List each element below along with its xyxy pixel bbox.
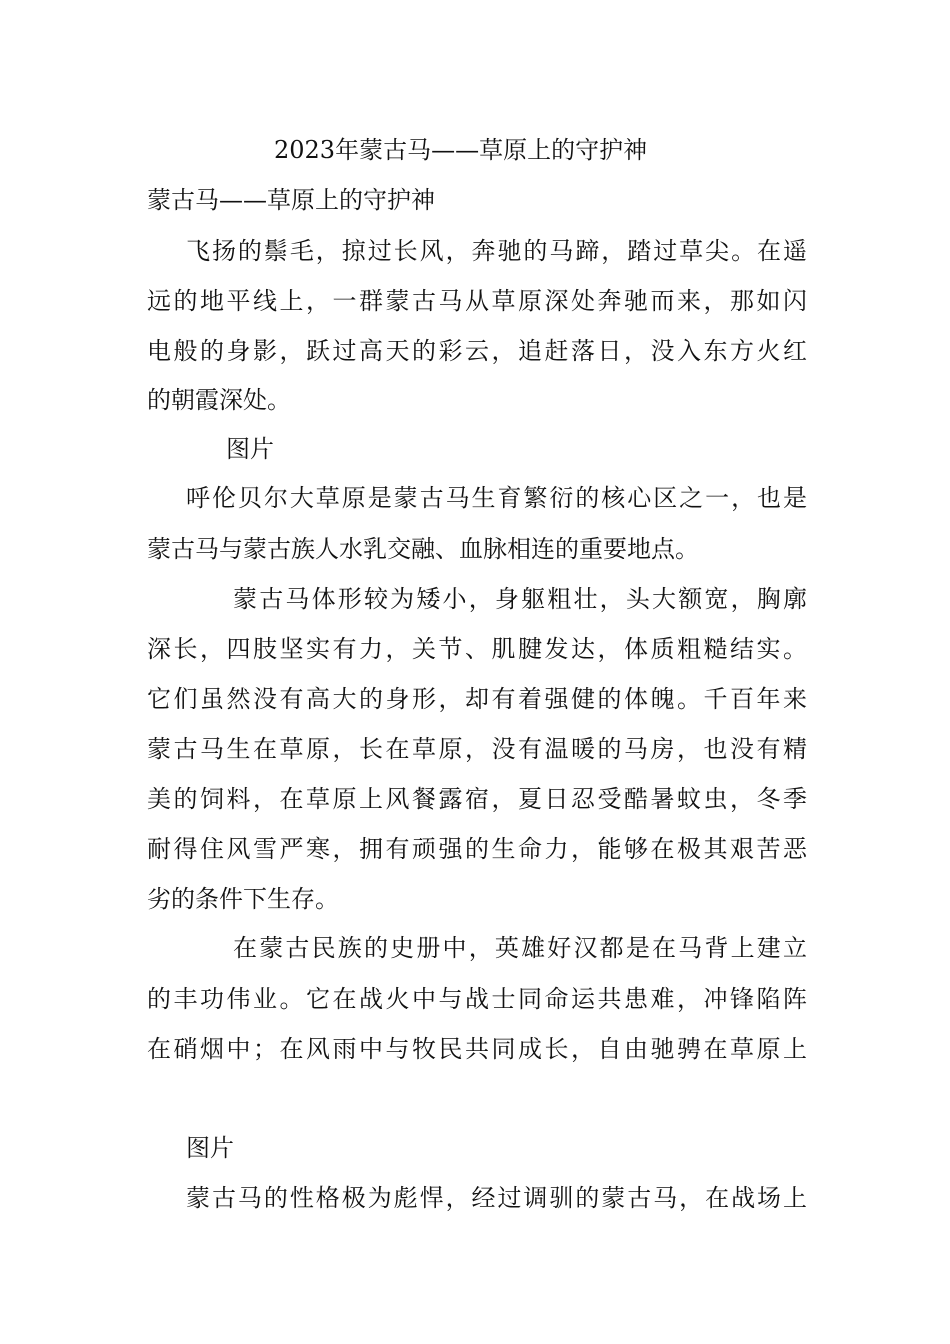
paragraph-line: 飞扬的鬃毛，掠过长风，奔驰的马蹄，踏过草尖。在遥 (186, 237, 807, 265)
paragraph-line: 蒙古马与蒙古族人水乳交融、血脉相连的重要地点。 (147, 535, 699, 563)
paragraph-line: 在蒙古民族的史册中，英雄好汉都是在马背上建立 (233, 934, 807, 962)
document-title: 2023年蒙古马——草原上的守护神 (274, 136, 648, 164)
paragraph-line: 劣的条件下生存。 (147, 885, 339, 913)
paragraph-line: 的丰功伟业。它在战火中与战士同命运共患难，冲锋陷阵 (147, 985, 807, 1013)
paragraph-line: 深长，四肢坚实有力，关节、肌腱发达，体质粗糙结实。 (147, 635, 807, 663)
paragraph-line: 的朝霞深处。 (147, 386, 291, 414)
paragraph-line: 电般的身影，跃过高天的彩云，追赶落日，没入东方火红 (147, 337, 807, 365)
paragraph-line: 蒙古马生在草原，长在草原，没有温暖的马房，也没有精 (147, 735, 807, 763)
image-caption: 图片 (226, 435, 274, 463)
image-caption: 图片 (186, 1134, 234, 1162)
paragraph-line: 呼伦贝尔大草原是蒙古马生育繁衍的核心区之一，也是 (186, 484, 807, 512)
paragraph-line: 蒙古马体形较为矮小，身躯粗壮，头大额宽，胸廓 (233, 585, 807, 613)
paragraph-line: 远的地平线上，一群蒙古马从草原深处奔驰而来，那如闪 (147, 287, 807, 315)
paragraph-line: 它们虽然没有高大的身形，却有着强健的体魄。千百年来 (147, 685, 807, 713)
paragraph-line: 蒙古马的性格极为彪悍，经过调驯的蒙古马，在战场上 (186, 1184, 807, 1212)
paragraph-line: 在硝烟中；在风雨中与牧民共同成长，自由驰骋在草原上 (147, 1035, 807, 1063)
paragraph-line: 耐得住风雪严寒，拥有顽强的生命力，能够在极其艰苦恶 (147, 835, 807, 863)
document-subtitle: 蒙古马——草原上的守护神 (147, 186, 435, 214)
paragraph-line: 美的饲料，在草原上风餐露宿，夏日忍受酷暑蚊虫，冬季 (147, 785, 807, 813)
